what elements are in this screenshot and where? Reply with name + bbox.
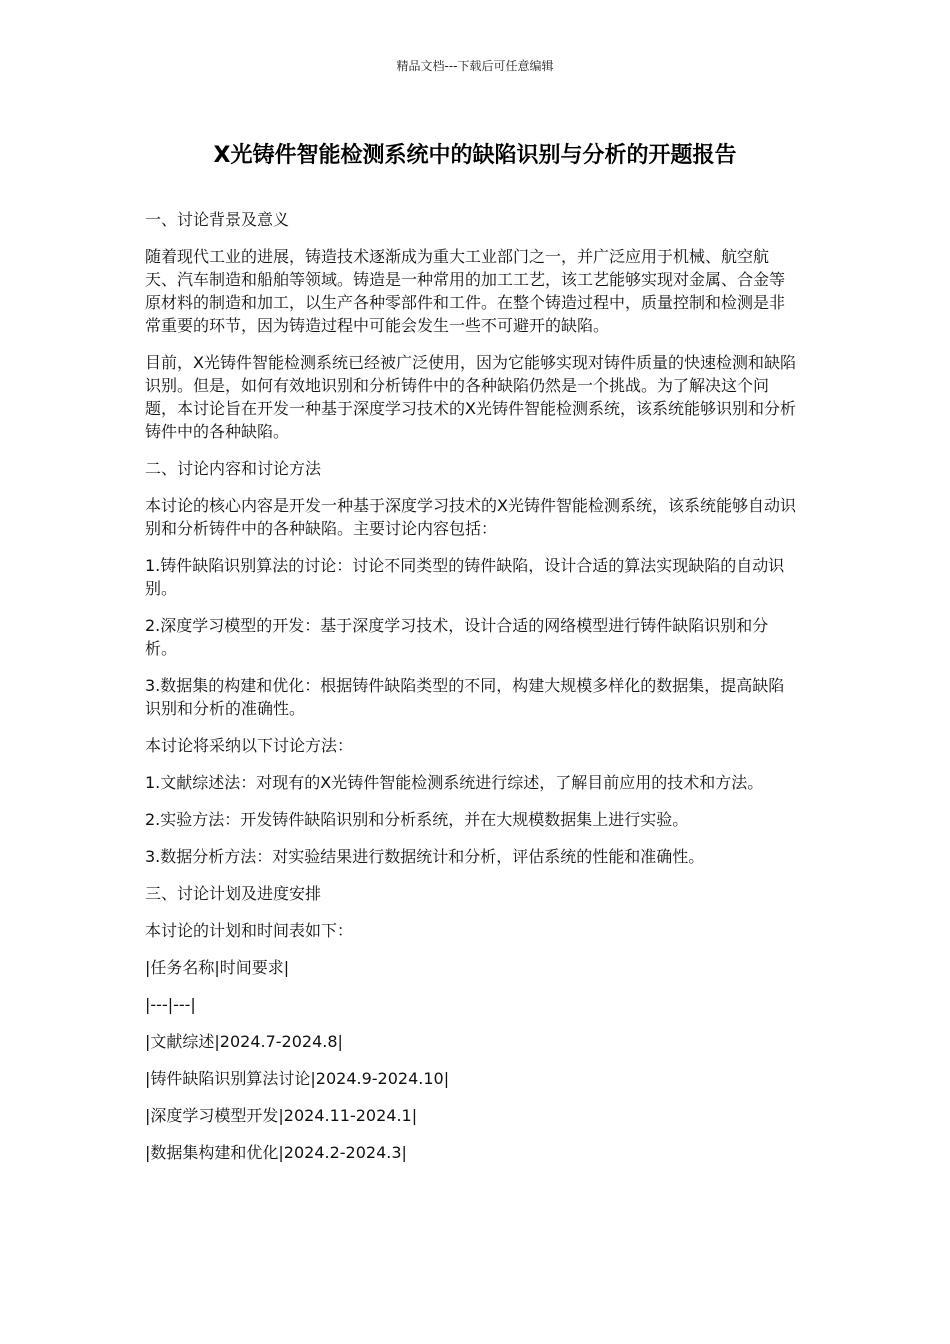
list-item-content-3: 3.数据集的构建和优化：根据铸件缺陷类型的不同，构建大规模多样化的数据集，提高缺陷识别和分析的准确性。 (145, 676, 785, 718)
paragraph-plan-intro: 本讨论的计划和时间表如下： (145, 921, 354, 940)
paragraph-background-2: 目前，X光铸件智能检测系统已经被广泛使用，因为它能够实现对铸件质量的快速检测和缺陷识别。但是，如何有效地识别和分析铸件中的各种缺陷仍然是一个挑战。为了解决这个问题，本讨论旨在开发一种基于深度学习技术的X光铸件智能检测系统，该系统能够识别和分析铸件中的各种缺陷。 (145, 353, 796, 441)
document-body (145, 208, 797, 1178)
document-title: X光铸件智能检测系统中的缺陷识别与分析的开题报告 (213, 143, 737, 168)
list-item-method-1: 1.文献综述法：对现有的X光铸件智能检测系统进行综述，了解目前应用的技术和方法。 (145, 773, 764, 792)
paragraph-background-1: 随着现代工业的进展，铸造技术逐渐成为重大工业部门之一，并广泛应用于机械、航空航天、汽车制造和船舶等领域。铸造是一种常用的加工工艺，该工艺能够实现对金属、合金等原材料的制造和加工，以生产各种零部件和工件。在整个铸造过程中，质量控制和检测是非常重要的环节，因为铸造过程中可能会发生一些不可避开的缺陷。 (145, 247, 786, 335)
section-heading-plan: 三、讨论计划及进度安排 (145, 884, 322, 903)
paragraph-content-intro: 本讨论的核心内容是开发一种基于深度学习技术的X光铸件智能检测系统，该系统能够自动识别和分析铸件中的各种缺陷。主要讨论内容包括： (145, 496, 796, 538)
list-item-method-3: 3.数据分析方法：对实验结果进行数据统计和分析，评估系统的性能和准确性。 (145, 847, 705, 866)
list-item-method-2: 2.实验方法：开发铸件缺陷识别和分析系统，并在大规模数据集上进行实验。 (145, 810, 689, 829)
page-header: 精品文档---下载后可任意编辑 (396, 59, 554, 73)
section-heading-content-methods: 二、讨论内容和讨论方法 (145, 459, 322, 478)
list-item-content-1: 1.铸件缺陷识别算法的讨论：讨论不同类型的铸件缺陷，设计合适的算法实现缺陷的自动识别。 (145, 556, 785, 598)
table-row-header: |任务名称|时间要求| (145, 958, 290, 977)
table-row: |文献综述|2024.7-2024.8| (145, 1032, 343, 1051)
table-row: |深度学习模型开发|2024.11-2024.1| (145, 1106, 418, 1125)
table-row-separator: |---|---| (145, 995, 196, 1014)
section-heading-background: 一、讨论背景及意义 (145, 210, 290, 229)
table-row: |铸件缺陷识别算法讨论|2024.9-2024.10| (145, 1069, 450, 1088)
list-item-content-2: 2.深度学习模型的开发：基于深度学习技术，设计合适的网络模型进行铸件缺陷识别和分析。 (145, 616, 769, 658)
paragraph-methods-intro: 本讨论将采纳以下讨论方法： (145, 736, 354, 755)
table-row: |数据集构建和优化|2024.2-2024.3| (145, 1143, 407, 1162)
